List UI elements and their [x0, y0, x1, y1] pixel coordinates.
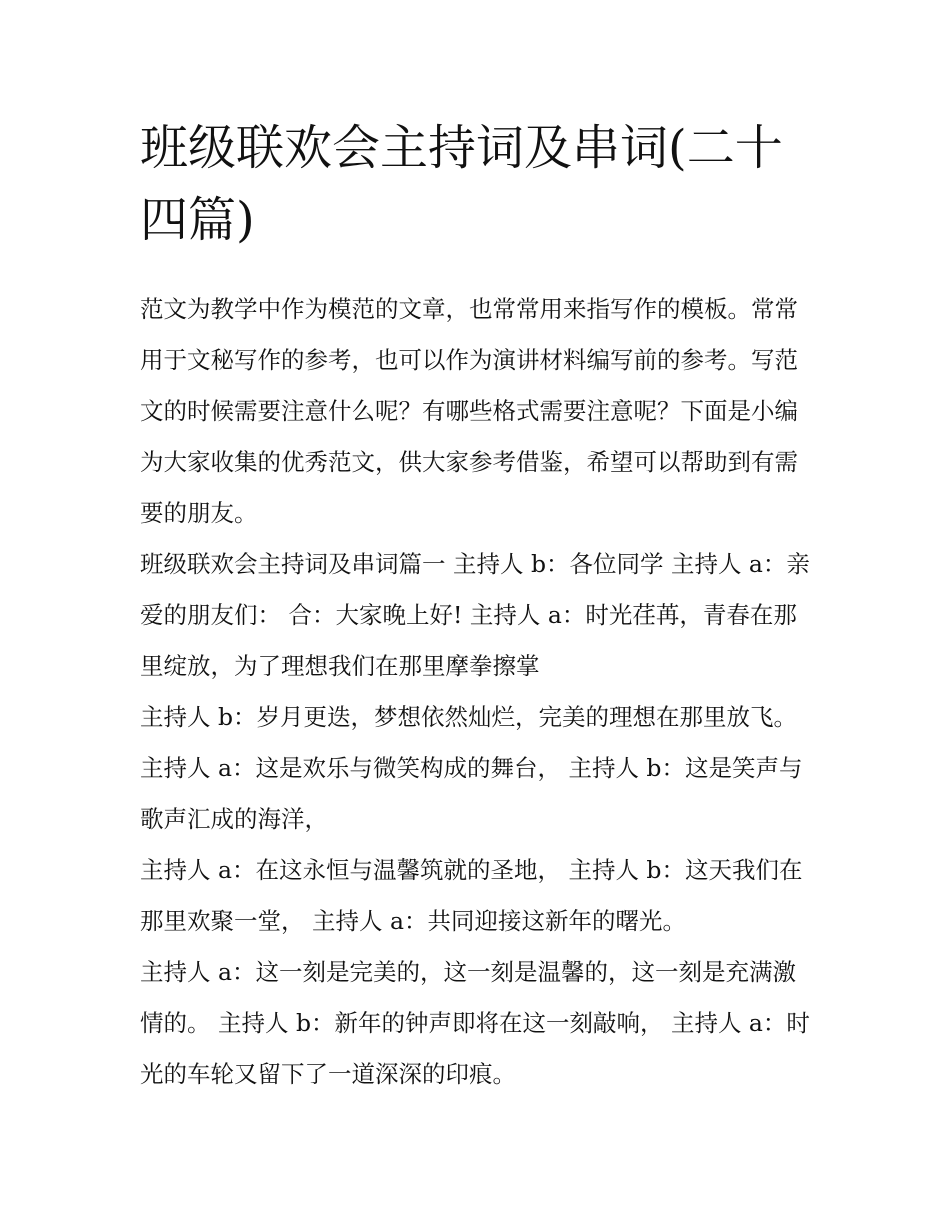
paragraph-2: 主持人 b：岁月更迭，梦想依然灿烂，完美的理想在那里放飞。 主持人 a：这是欢乐与微笑构成的舞台， 主持人 b：这是笑声与歌声汇成的海洋， [140, 703, 803, 833]
paragraph-3: 主持人 a：在这永恒与温馨筑就的圣地， 主持人 b：这天我们在那里欢聚一堂， 主持人 a：共同迎接这新年的曙光。 [140, 856, 803, 935]
paragraph-1: 班级联欢会主持词及串词篇一 主持人 b：各位同学 主持人 a：亲爱的朋友们： 合：大家晚上好! 主持人 a：时光荏苒，青春在那里绽放，为了理想我们在那里摩拳擦掌 [140, 550, 810, 680]
document-title: 班级联欢会主持词及串词(二十四篇) [140, 120, 783, 248]
paragraph-intro: 范文为教学中作为模范的文章，也常常用来指写作的模板。常常用于文秘写作的参考，也可以作为演讲材料编写前的参考。写范文的时候需要注意什么呢？有哪些格式需要注意呢？下面是小编为大家收集的优秀范文，供大家参考借鉴，希望可以帮助到有需要的朋友。 [140, 295, 798, 527]
paragraph-4: 主持人 a：这一刻是完美的，这一刻是温馨的，这一刻是充满激情的。 主持人 b：新年的钟声即将在这一刻敲响， 主持人 a：时光的车轮又留下了一道深深的印痕。 [140, 958, 810, 1088]
document-page [140, 112, 816, 1100]
